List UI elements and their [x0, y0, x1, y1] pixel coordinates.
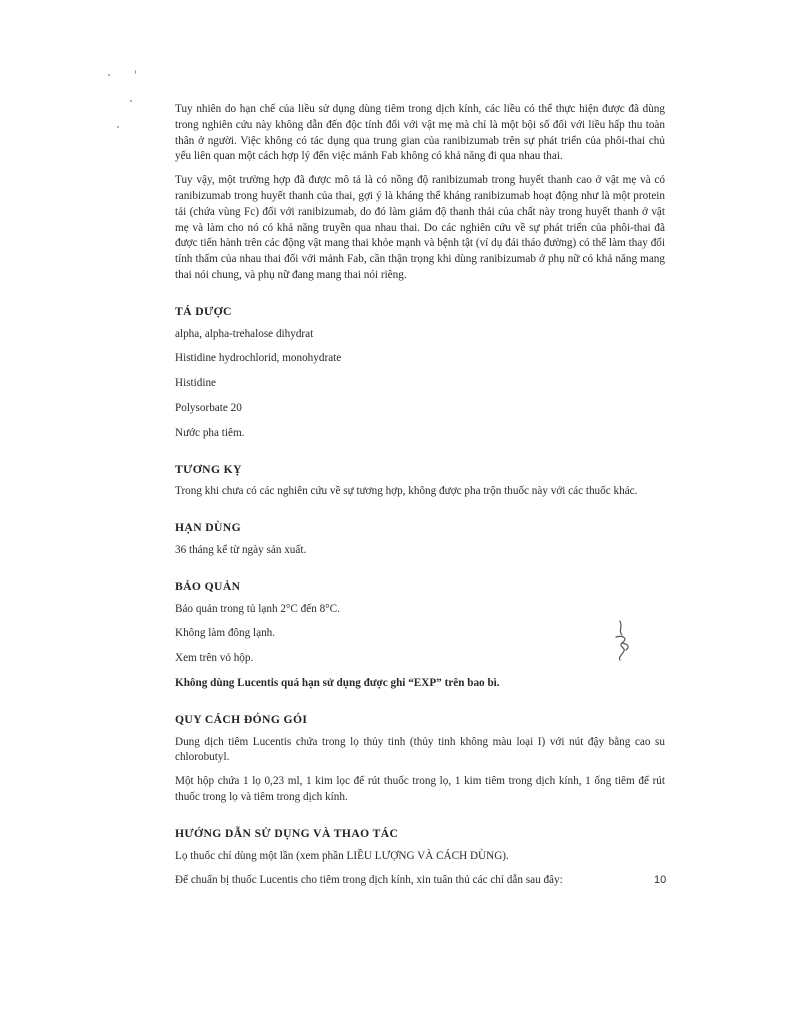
scan-speck: [135, 70, 136, 74]
scan-speck: [108, 74, 110, 76]
incompatibility-text: Trong khi chưa có các nghiên cứu về sự tương hợp, không được pha trộn thuốc này với các thuốc khác.: [175, 485, 638, 498]
excipient-item: Polysorbate 20: [175, 401, 242, 414]
instructions-line: Lọ thuốc chỉ dùng một lần (xem phần LIỀU LƯỢNG VÀ CÁCH DÙNG).: [175, 849, 509, 862]
excipient-item: alpha, alpha-trehalose dihydrat: [175, 327, 314, 340]
storage-line: Không làm đông lạnh.: [175, 627, 276, 640]
handwritten-initials: [610, 617, 636, 663]
excipient-item: Nước pha tiêm.: [175, 426, 245, 439]
storage-line: Bảo quản trong tủ lạnh 2°C đến 8°C.: [175, 602, 340, 615]
storage-warning: Không dùng Lucentis quá hạn sử dụng được ghi “EXP” trên bao bì.: [175, 676, 500, 689]
page-number: 10: [654, 874, 667, 886]
shelf-life-heading: HẠN DÙNG: [175, 521, 241, 535]
scan-speck: [130, 100, 132, 102]
excipient-item: Histidine hydrochlorid, monohydrate: [175, 352, 342, 365]
excipients-heading: TÁ DƯỢC: [175, 304, 232, 318]
instructions-line: Để chuẩn bị thuốc Lucentis cho tiêm trong dịch kính, xin tuân thủ các chỉ dẫn sau đây:: [175, 874, 563, 887]
scan-speck: [117, 126, 119, 128]
shelf-life-text: 36 tháng kể từ ngày sản xuất.: [175, 543, 307, 556]
instructions-heading: HƯỚNG DẪN SỬ DỤNG VÀ THAO TÁC: [175, 826, 399, 840]
intro-paragraph-1: Tuy nhiên do hạn chế của liều sử dụng dùng tiêm trong dịch kính, các liều có thể thực hiện được đã dùng trong nghiên cứu này không dẫn đến độc tính đối với vật mẹ mà chỉ là một bội số đối với liều hấp thu toàn thân ở người. Việc không có tác dụng qua trung gian của ranibizumab trên sự phát triển của phôi-thai chủ yếu liên quan một cách hợp lý đến việc mảnh Fab không có khả năng đi qua nhau thai.: [175, 103, 665, 163]
document-body: [175, 102, 665, 898]
storage-line: Xem trên vỏ hộp.: [175, 652, 254, 665]
storage-heading: BẢO QUẢN: [175, 579, 241, 593]
intro-paragraph-2: Tuy vậy, một trường hợp đã được mô tả là có nồng độ ranibizumab trong huyết thanh cao ở vật mẹ và có ranibizumab trong huyết thanh của thai, gợi ý là kháng thể kháng ranibizumab hoạt động như là một protein tải (chứa vùng Fc) đối với ranibizumab, do đó làm giảm độ thanh thải của chất này trong huyết thanh ở vật mẹ và làm cho nó có khả năng truyền qua nhau thai. Do các nghiên cứu về sự phát triển của phôi-thai đã được tiến hành trên các động vật mang thai khỏe mạnh và bệnh tật (ví dụ đái tháo đường) có thể làm thay đổi tính thấm của nhau thai đối với mảnh Fab, cần thận trọng khi dùng ranibizumab ở phụ nữ có khả năng mang thai nói chung, và phụ nữ đang mang thai nói riêng.: [175, 174, 665, 281]
excipient-item: Histidine: [175, 377, 217, 390]
incompatibility-heading: TƯƠNG KỴ: [175, 462, 242, 476]
packaging-paragraph-1: Dung dịch tiêm Lucentis chứa trong lọ thủy tinh (thủy tinh không màu loại I) với nút đậy bằng cao su chlorobutyl.: [175, 735, 665, 764]
packaging-paragraph-2: Một hộp chứa 1 lọ 0,23 ml, 1 kim lọc để rút thuốc trong lọ, 1 kim tiêm trong dịch kính, 1 ống tiêm để rút thuốc trong lọ và tiêm trong dịch kính.: [175, 775, 665, 803]
packaging-heading: QUY CÁCH ĐÓNG GÓI: [175, 712, 308, 726]
